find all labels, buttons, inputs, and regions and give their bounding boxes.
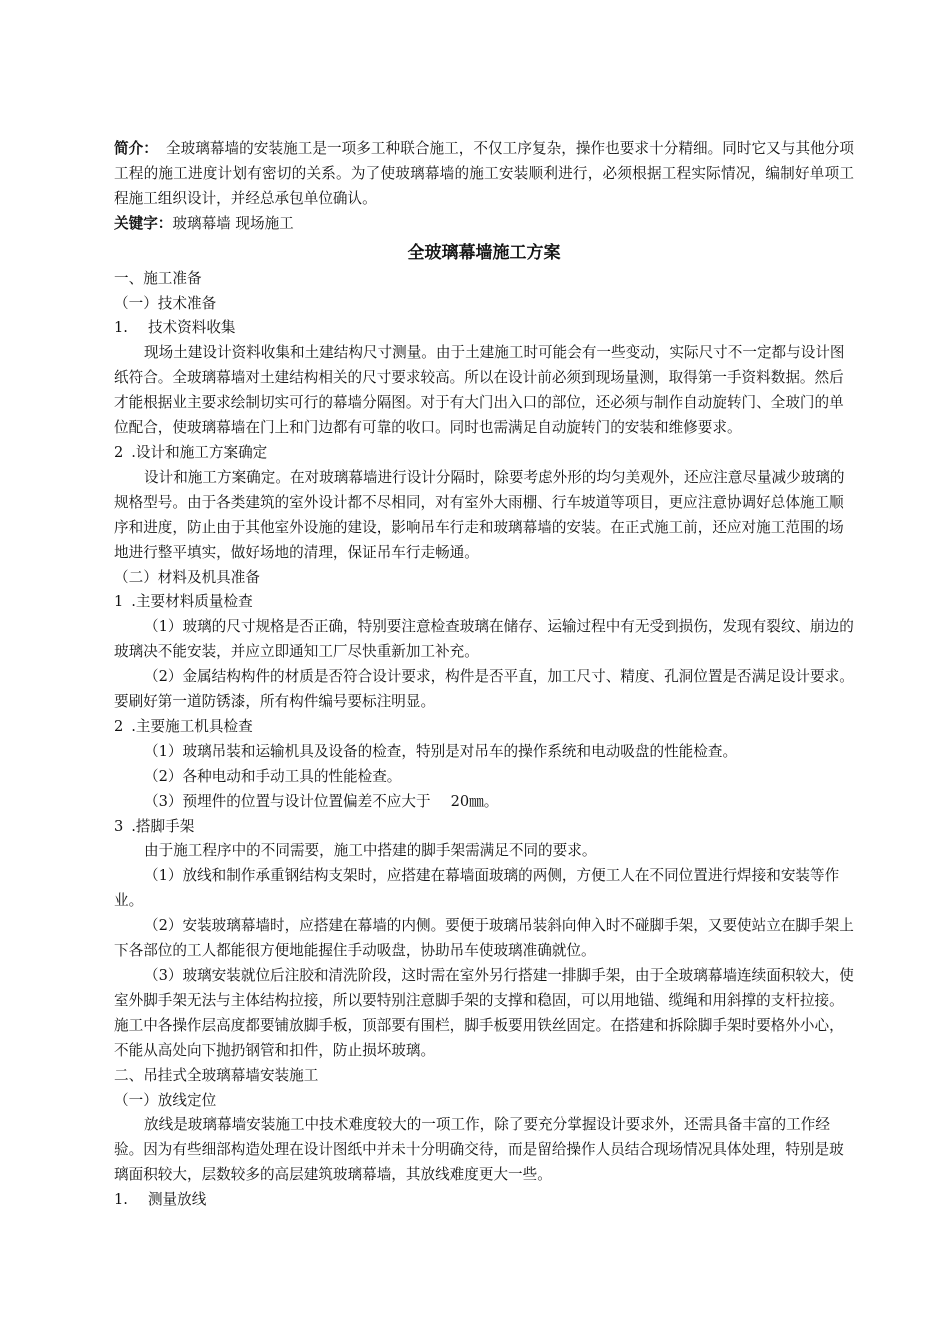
intro-text: 全玻璃幕墙的安装施工是一项多工种联合施工，不仅工序复杂，操作也要求十分精细。同时它又与其他分项工程的施工进度计划有密切的关系。为了使玻璃幕墙的施工安装顺利进行，必须根据工程实际情况，编制好单项工程施工组织设计，并经总承包单位确认。 — [114, 140, 854, 207]
body-paragraph — [114, 790, 854, 815]
item-heading — [114, 441, 854, 466]
item-heading — [114, 715, 854, 740]
keywords-text: 玻璃幕墙 现场施工 — [172, 214, 294, 232]
item-heading — [114, 1188, 854, 1213]
body-paragraph: （2）金属结构构件的材质是否符合设计要求，构件是否平直，加工尺寸、精度、孔洞位置是否满足设计要求。要刷好第一道防锈漆，所有构件编号要标注明显。 — [114, 668, 854, 711]
intro-label: 简介： — [114, 140, 158, 157]
section-heading: 二、吊挂式全玻璃幕墙安装施工 — [114, 1066, 319, 1084]
item-title: .搭脚手架 — [131, 817, 195, 835]
keywords-label: 关键字： — [114, 214, 173, 232]
section-heading: 一、施工准备 — [114, 269, 202, 287]
body-paragraph: （2）安装玻璃幕墙时，应搭建在幕墙的内侧。要便于玻璃吊装斜向伸入时不碰脚手架，又要使站立在脚手架上下各部位的工人都能很方便地能握住手动吸盘，协助吊车使玻璃准确就位。 — [114, 917, 854, 960]
item-title: .主要施工机具检查 — [131, 717, 253, 735]
item-title: .设计和施工方案确定 — [131, 443, 268, 461]
body-paragraph: 现场土建设计资料收集和土建结构尺寸测量。由于土建施工时可能会有一些变动，实际尺寸不一定都与设计图纸符合。全玻璃幕墙对土建结构相关的尺寸要求较高。所以在设计前必须到现场量测，取得第一手资料数据。然后才能根据业主要求绘制切实可行的幕墙分隔图。对于有大门出入口的部位，还必须与制作自动旋转门、全玻门的单位配合，使玻璃幕墙在门上和门边都有可靠的收口。同时也需满足自动旋转门的安装和维修要求。 — [114, 344, 845, 437]
item-number: 1 — [114, 593, 124, 611]
item-number: 2 — [114, 717, 124, 735]
item-heading — [114, 316, 854, 341]
keywords-line — [114, 212, 854, 237]
subsection-heading: （二）材料及机具准备 — [114, 568, 260, 586]
item-title: 测量放线 — [147, 1191, 207, 1209]
item-title: .主要材料质量检查 — [131, 593, 253, 611]
item-title: 技术资料收集 — [147, 319, 236, 337]
body-text: （3）预埋件的位置与设计位置偏差不应大于 — [144, 792, 431, 810]
body-paragraph: 设计和施工方案确定。在对玻璃幕墙进行设计分隔时，除要考虑外形的均匀美观外，还应注意尽量减少玻璃的规格型号。由于各类建筑的室外设计都不尽相同，对有室外大雨棚、行车坡道等项目，更应注意协调好总体施工顺序和进度，防止由于其他室外设施的建设，影响吊车行走和玻璃幕墙的安装。在正式施工前，还应对施工范围的场地进行整平填实，做好场地的清理，保证吊车行走畅通。 — [114, 468, 845, 561]
body-text: 20㎜。 — [450, 792, 499, 810]
body-paragraph: （1）放线和制作承重钢结构支架时，应搭建在幕墙面玻璃的两侧，方便工人在不同位置进行焊接和安装等作业。 — [114, 867, 840, 910]
item-number: 2 — [114, 443, 124, 461]
item-number: 3 — [114, 817, 124, 835]
subsection-heading: （一）放线定位 — [114, 1091, 217, 1109]
body-paragraph: （2）各种电动和手动工具的性能检查。 — [144, 767, 402, 785]
item-heading — [114, 815, 854, 840]
body-paragraph: （1）玻璃的尺寸规格是否正确，特别要注意检查玻璃在储存、运输过程中有无受到损伤，发现有裂纹、崩边的玻璃决不能安装，并应立即通知工厂尽快重新加工补充。 — [114, 618, 854, 661]
document-title: 全玻璃幕墙施工方案 — [407, 242, 561, 263]
body-paragraph: （1）玻璃吊装和运输机具及设备的检查，特别是对吊车的操作系统和电动吸盘的性能检查。 — [144, 742, 738, 760]
body-paragraph: 由于施工程序中的不同需要，施工中搭建的脚手架需满足不同的要求。 — [144, 842, 597, 860]
body-paragraph: （3）玻璃安装就位后注胶和清洗阶段，这时需在室外另行搭建一排脚手架，由于全玻璃幕墙连续面积较大，使室外脚手架无法与主体结构拉接，所以要特别注意脚手架的支撑和稳固，可以用地锚、缆绳和用斜撑的支杆拉接。施工中各操作层高度都要铺放脚手板，顶部要有围栏，脚手板要用铁丝固定。在搭建和拆除脚手架时要格外小心，不能从高处向下抛扔钢管和扣件，防止损坏玻璃。 — [114, 967, 854, 1059]
intro-paragraph — [114, 137, 854, 212]
item-number: 1. — [114, 319, 128, 337]
item-heading — [114, 590, 854, 615]
subsection-heading: （一）技术准备 — [114, 294, 217, 312]
body-paragraph: 放线是玻璃幕墙安装施工中技术难度较大的一项工作，除了要充分掌握设计要求外，还需具备丰富的工作经验。因为有些细部构造处理在设计图纸中并未十分明确交待，而是留给操作人员结合现场情况具体处理，特别是玻璃面积较大，层数较多的高层建筑玻璃幕墙，其放线难度更大一些。 — [114, 1116, 844, 1184]
document-page — [114, 137, 854, 1213]
item-number: 1. — [114, 1191, 128, 1209]
